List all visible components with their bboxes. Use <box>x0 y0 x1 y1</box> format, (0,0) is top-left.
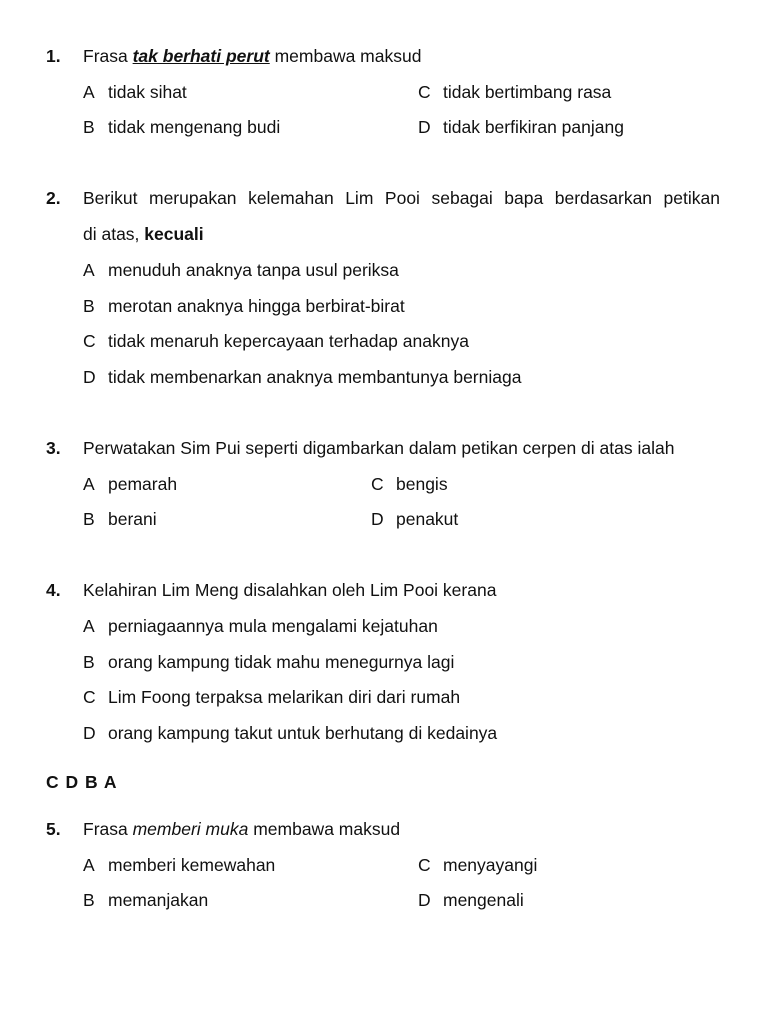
question-2-stem-line-1: Berikut merupakan kelemahan Lim Pooi sebagai bapa berdasarkan petikan <box>83 188 720 208</box>
question-4-number: 4. <box>46 580 61 600</box>
option-text: mengenali <box>443 890 524 910</box>
question-2-stem-line-2-text: di atas, <box>83 224 145 244</box>
option-text: tidak berfikiran panjang <box>443 117 624 137</box>
option-text: tidak membenarkan anaknya membantunya berniaga <box>108 367 522 387</box>
option-text: perniagaannya mula mengalami kejatuhan <box>108 616 438 636</box>
question-5-option-c <box>418 854 537 876</box>
option-text: tidak mengenang budi <box>108 117 281 137</box>
question-5-stem-before: Frasa <box>83 819 133 839</box>
question-1-phrase: tak berhati perut <box>132 46 270 66</box>
option-text: pemarah <box>108 474 178 494</box>
question-2-option-b <box>83 295 405 317</box>
question-3-option-d <box>371 508 458 530</box>
question-2-option-d <box>83 366 521 388</box>
option-text: berani <box>108 509 157 529</box>
option-letter: B <box>83 296 95 316</box>
option-letter: C <box>418 82 431 102</box>
question-1-option-a <box>83 81 187 103</box>
question-2-keyword: kecuali <box>144 224 204 244</box>
option-text: memanjakan <box>108 890 209 910</box>
option-text: menuduh anaknya tanpa usul periksa <box>108 260 399 280</box>
option-text: bengis <box>396 474 448 494</box>
option-letter: A <box>83 260 95 280</box>
question-5-stem <box>83 818 400 840</box>
option-letter: A <box>83 82 95 102</box>
question-5-stem-after: membawa maksud <box>248 819 401 839</box>
question-1-stem-after: membawa maksud <box>269 46 422 66</box>
option-letter: B <box>83 890 95 910</box>
option-letter: D <box>83 367 96 387</box>
option-letter: D <box>83 723 96 743</box>
option-text: menyayangi <box>443 855 538 875</box>
question-5-option-b <box>83 889 208 911</box>
question-3-stem: Perwatakan Sim Pui seperti digambarkan dalam petikan cerpen di atas ialah <box>83 438 675 458</box>
option-letter: A <box>83 616 95 636</box>
question-3-option-c <box>371 473 448 495</box>
option-text: Lim Foong terpaksa melarikan diri dari rumah <box>108 687 461 707</box>
option-letter: B <box>83 117 95 137</box>
question-3-option-b <box>83 508 157 530</box>
option-text: tidak bertimbang rasa <box>443 82 612 102</box>
option-text: memberi kemewahan <box>108 855 276 875</box>
question-1-stem <box>83 45 421 67</box>
option-letter: B <box>83 652 95 672</box>
option-text: tidak menaruh kepercayaan terhadap anaknya <box>108 331 469 351</box>
question-2-option-c <box>83 330 469 352</box>
question-1-stem-before: Frasa <box>83 46 133 66</box>
question-2-stem-line-2 <box>83 223 204 245</box>
option-text: orang kampung takut untuk berhutang di kedainya <box>108 723 498 743</box>
question-3-number: 3. <box>46 438 61 458</box>
option-letter: C <box>371 474 384 494</box>
question-2-number: 2. <box>46 188 61 208</box>
question-1-number: 1. <box>46 46 61 66</box>
option-letter: D <box>418 890 431 910</box>
question-5-option-d <box>418 889 524 911</box>
question-4-option-a <box>83 615 438 637</box>
option-letter: B <box>83 509 95 529</box>
question-4-option-b <box>83 651 454 673</box>
option-text: tidak sihat <box>108 82 187 102</box>
option-letter: D <box>418 117 431 137</box>
option-text: orang kampung tidak mahu menegurnya lagi <box>108 652 455 672</box>
question-5-option-a <box>83 854 275 876</box>
question-5-number: 5. <box>46 819 61 839</box>
question-1-option-b <box>83 116 280 138</box>
option-letter: C <box>83 687 96 707</box>
answer-key: C D B A <box>46 772 118 792</box>
option-letter: D <box>371 509 384 529</box>
question-2-option-a <box>83 259 399 281</box>
question-1-option-d <box>418 116 624 138</box>
option-letter: A <box>83 855 95 875</box>
option-letter: C <box>418 855 431 875</box>
option-text: penakut <box>396 509 459 529</box>
option-text: merotan anaknya hingga berbirat-birat <box>108 296 405 316</box>
question-4-option-d <box>83 722 497 744</box>
question-5-phrase: memberi muka <box>132 819 249 839</box>
question-4-stem: Kelahiran Lim Meng disalahkan oleh Lim Pooi kerana <box>83 580 497 600</box>
question-1-option-c <box>418 81 611 103</box>
option-letter: A <box>83 474 95 494</box>
option-letter: C <box>83 331 96 351</box>
question-3-option-a <box>83 473 177 495</box>
question-4-option-c <box>83 686 460 708</box>
